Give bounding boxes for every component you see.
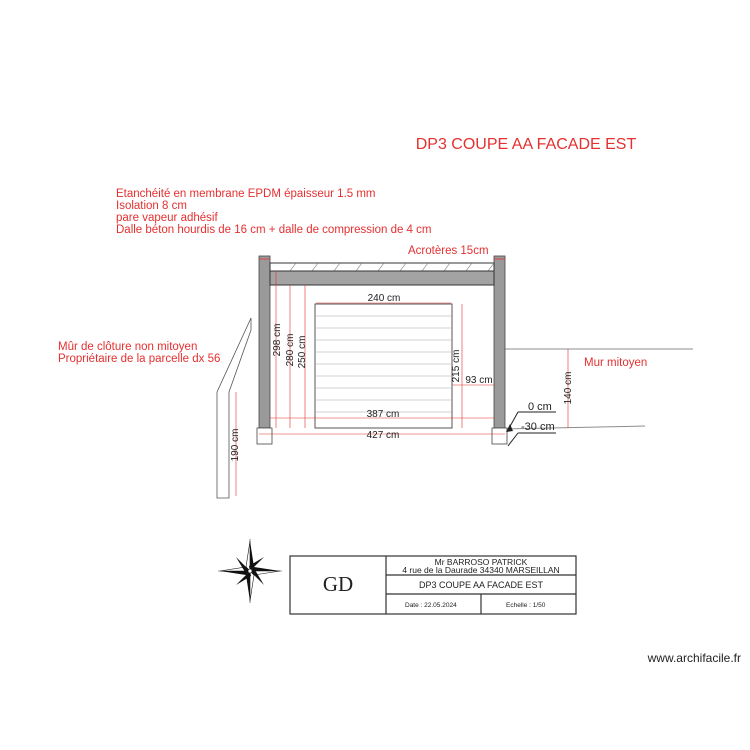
dim-93: 93 cm — [465, 375, 493, 386]
dim-280: 280 cm — [285, 333, 296, 367]
roof-note-3: pare vapeur adhésif — [116, 212, 218, 224]
roof-notes — [116, 188, 431, 236]
owner-address: 4 rue de la Daurade 34340 MARSEILLAN — [402, 565, 560, 575]
roof-note-1: Etanchéité en membrane EPDM épaisseur 1.5 mm — [116, 188, 376, 200]
dim-427: 427 cm — [366, 430, 400, 441]
dim-387: 387 cm — [366, 409, 400, 420]
title-block-title: DP3 COUPE AA FACADE EST — [418, 580, 544, 590]
left-foundation — [257, 428, 272, 444]
watermark: www.archifacile.fr — [647, 651, 741, 665]
drawing-title: DP3 COUPE AA FACADE EST — [415, 136, 637, 153]
roof-note-2: Isolation 8 cm — [116, 200, 187, 212]
dim-140: 140 cm — [563, 371, 574, 405]
acroteres-label: Acrotères 15cm — [408, 245, 489, 257]
left-wall — [259, 256, 270, 428]
owner-name: Mr BARROSO PATRICK — [434, 557, 528, 567]
compass-rose-icon — [218, 539, 282, 603]
right-foundation — [492, 428, 507, 444]
roof-note-4: Dalle béton hourdis de 16 cm + dalle de compression de 4 cm — [116, 224, 432, 236]
scale: Echelle : 1/50 — [506, 602, 546, 609]
dim-190: 190 cm — [230, 428, 241, 462]
level-minus30: -30 cm — [521, 421, 555, 433]
right-wall — [494, 256, 505, 428]
initials: GD — [322, 572, 354, 596]
cloture-label-2: Propriétaire de la parcelle dx 56 — [58, 353, 221, 365]
dim-240: 240 cm — [367, 293, 401, 304]
cloture-label-1: Mûr de clôture non mitoyen — [58, 341, 198, 353]
dim-250: 250 cm — [297, 335, 308, 369]
dim-215: 215 cm — [451, 349, 462, 383]
dim-298: 298 cm — [272, 323, 283, 357]
roof-slab — [270, 263, 494, 285]
fence-wall — [217, 318, 251, 498]
level-0: 0 cm — [528, 401, 552, 413]
date: Date : 22.05.2024 — [405, 602, 457, 609]
mur-mitoyen-label: Mur mitoyen — [584, 357, 648, 369]
